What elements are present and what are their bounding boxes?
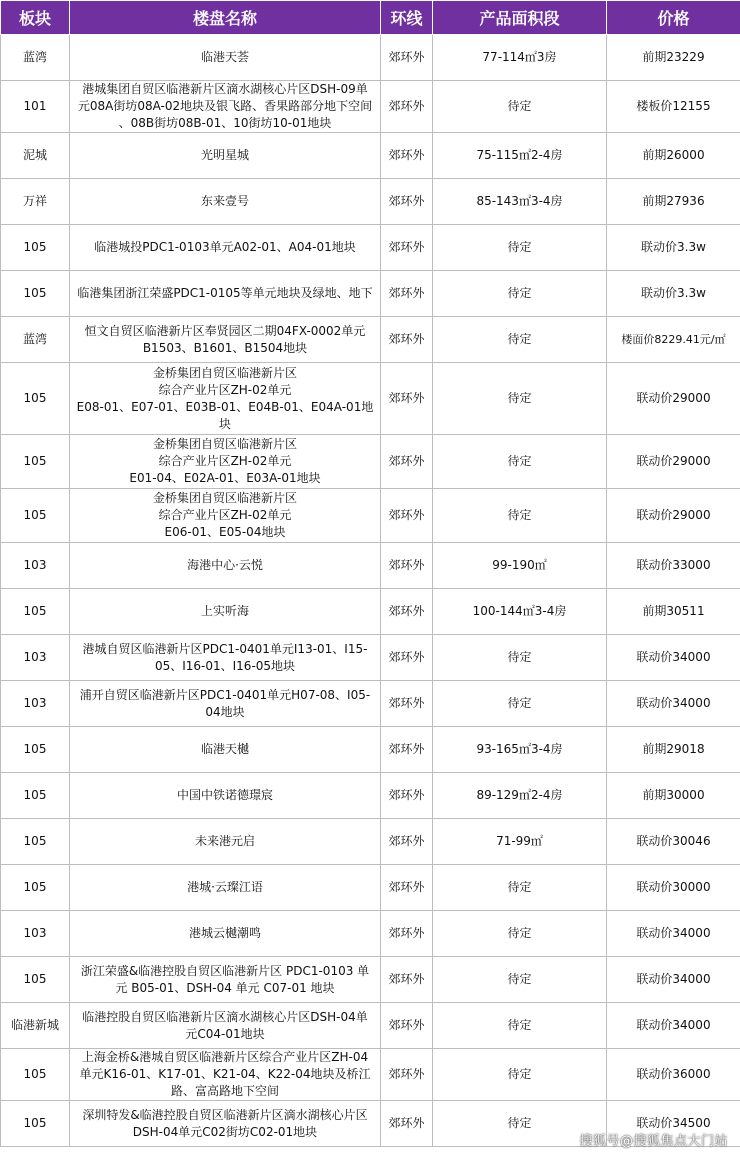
cell-ring: 郊环外	[381, 1101, 433, 1147]
cell-name: 临港天荟	[70, 35, 381, 81]
table-row	[1, 589, 740, 635]
cell-name: 临港集团浙江荣盛PDC1-0105等单元地块及绿地、地下	[70, 271, 381, 317]
cell-block: 万祥	[1, 179, 70, 225]
cell-name: 恒文自贸区临港新片区奉贤园区二期04FX-0002单元 B1503、B1601、B1504地块	[70, 317, 381, 363]
cell-price: 联动价3.3w	[607, 225, 740, 271]
cell-name: 金桥集团自贸区临港新片区 综合产业片区ZH-02单元 E06-01、E05-04地块	[70, 489, 381, 543]
cell-price: 前期26000	[607, 133, 740, 179]
cell-area: 待定	[433, 1049, 607, 1101]
cell-block: 105	[1, 727, 70, 773]
cell-area: 待定	[433, 271, 607, 317]
cell-name: 光明星城	[70, 133, 381, 179]
cell-block: 蓝湾	[1, 317, 70, 363]
cell-name: 上实听海	[70, 589, 381, 635]
table-row	[1, 317, 740, 363]
cell-block: 105	[1, 225, 70, 271]
cell-price: 联动价3.3w	[607, 271, 740, 317]
cell-name: 未来港元启	[70, 819, 381, 865]
cell-block: 临港新城	[1, 1003, 70, 1049]
cell-price: 前期27936	[607, 179, 740, 225]
cell-ring: 郊环外	[381, 589, 433, 635]
cell-area: 待定	[433, 435, 607, 489]
cell-area: 待定	[433, 957, 607, 1003]
cell-ring: 郊环外	[381, 81, 433, 133]
cell-area: 待定	[433, 81, 607, 133]
cell-area: 待定	[433, 681, 607, 727]
cell-price: 联动价29000	[607, 363, 740, 435]
cell-name: 金桥集团自贸区临港新片区 综合产业片区ZH-02单元 E08-01、E07-01、E03B-01、E04B-01、E04A-01地块	[70, 363, 381, 435]
cell-name: 临港控股自贸区临港新片区滴水湖核心片区DSH-04单 元C04-01地块	[70, 1003, 381, 1049]
header-price: 价格	[607, 1, 740, 35]
cell-area: 89-129㎡2-4房	[433, 773, 607, 819]
cell-area: 待定	[433, 1003, 607, 1049]
cell-ring: 郊环外	[381, 489, 433, 543]
table-row	[1, 271, 740, 317]
cell-ring: 郊环外	[381, 911, 433, 957]
cell-area: 待定	[433, 489, 607, 543]
header-row	[1, 1, 740, 35]
cell-ring: 郊环外	[381, 363, 433, 435]
table-row	[1, 489, 740, 543]
cell-area: 100-144㎡3-4房	[433, 589, 607, 635]
header-ring: 环线	[381, 1, 433, 35]
cell-area: 待定	[433, 1101, 607, 1147]
cell-name: 港城云樾潮鸣	[70, 911, 381, 957]
cell-price: 联动价34000	[607, 1003, 740, 1049]
cell-price: 联动价36000	[607, 1049, 740, 1101]
cell-price: 前期30000	[607, 773, 740, 819]
cell-area: 93-165㎡3-4房	[433, 727, 607, 773]
cell-block: 105	[1, 271, 70, 317]
cell-block: 103	[1, 911, 70, 957]
cell-ring: 郊环外	[381, 681, 433, 727]
table-row	[1, 819, 740, 865]
cell-name: 中国中铁诺德璟宸	[70, 773, 381, 819]
cell-block: 105	[1, 865, 70, 911]
cell-ring: 郊环外	[381, 179, 433, 225]
cell-block: 101	[1, 81, 70, 133]
table-row	[1, 773, 740, 819]
cell-area: 99-190㎡	[433, 543, 607, 589]
header-name: 楼盘名称	[70, 1, 381, 35]
cell-area: 85-143㎡3-4房	[433, 179, 607, 225]
table-row	[1, 681, 740, 727]
cell-block: 105	[1, 489, 70, 543]
cell-ring: 郊环外	[381, 35, 433, 81]
watermark: 搜狐号@搜狐焦点大门站	[579, 1134, 728, 1149]
cell-area: 待定	[433, 911, 607, 957]
table-row	[1, 865, 740, 911]
cell-block: 105	[1, 1049, 70, 1101]
cell-name: 浦开自贸区临港新片区PDC1-0401单元H07-08、I05- 04地块	[70, 681, 381, 727]
cell-block: 105	[1, 363, 70, 435]
table-row	[1, 635, 740, 681]
cell-block: 103	[1, 543, 70, 589]
cell-ring: 郊环外	[381, 225, 433, 271]
cell-block: 105	[1, 589, 70, 635]
cell-price: 联动价30000	[607, 865, 740, 911]
cell-ring: 郊环外	[381, 1049, 433, 1101]
cell-name: 东来壹号	[70, 179, 381, 225]
cell-ring: 郊环外	[381, 1003, 433, 1049]
table-row	[1, 727, 740, 773]
cell-name: 港城·云璨江语	[70, 865, 381, 911]
cell-ring: 郊环外	[381, 317, 433, 363]
table-row	[1, 35, 740, 81]
cell-ring: 郊环外	[381, 727, 433, 773]
cell-price: 前期23229	[607, 35, 740, 81]
cell-name: 海港中心·云悦	[70, 543, 381, 589]
cell-name: 港城自贸区临港新片区PDC1-0401单元I13-01、I15- 05、I16-01、I16-05地块	[70, 635, 381, 681]
cell-ring: 郊环外	[381, 435, 433, 489]
cell-ring: 郊环外	[381, 635, 433, 681]
cell-area: 待定	[433, 363, 607, 435]
cell-ring: 郊环外	[381, 865, 433, 911]
cell-ring: 郊环外	[381, 543, 433, 589]
cell-name: 金桥集团自贸区临港新片区 综合产业片区ZH-02单元 E01-04、E02A-01、E03A-01地块	[70, 435, 381, 489]
cell-block: 105	[1, 435, 70, 489]
cell-block: 泥城	[1, 133, 70, 179]
cell-area: 77-114㎡3房	[433, 35, 607, 81]
cell-price: 楼板价12155	[607, 81, 740, 133]
cell-name: 港城集团自贸区临港新片区滴水湖核心片区DSH-09单 元08A街坊08A-02地块及银飞路、香果路部分地下空间 、08B街坊08B-01、10街坊10-01地块	[70, 81, 381, 133]
cell-price: 联动价34000	[607, 957, 740, 1003]
cell-price: 联动价34000	[607, 681, 740, 727]
cell-name: 上海金桥&港城自贸区临港新片区综合产业片区ZH-04 单元K16-01、K17-01、K21-04、K22-04地块及桥江 路、富高路地下空间	[70, 1049, 381, 1101]
cell-price: 联动价30046	[607, 819, 740, 865]
table-row	[1, 435, 740, 489]
table-row	[1, 1049, 740, 1101]
cell-area: 待定	[433, 317, 607, 363]
cell-price: 前期29018	[607, 727, 740, 773]
cell-price: 联动价34000	[607, 635, 740, 681]
cell-price: 联动价34000	[607, 911, 740, 957]
header-block: 板块	[1, 1, 70, 35]
cell-block: 105	[1, 773, 70, 819]
table-row	[1, 81, 740, 133]
table-body	[1, 35, 740, 1147]
cell-price: 楼面价8229.41元/㎡	[607, 317, 740, 363]
cell-price: 联动价29000	[607, 435, 740, 489]
cell-ring: 郊环外	[381, 271, 433, 317]
cell-name: 深圳特发&临港控股自贸区临港新片区滴水湖核心片区 DSH-04单元C02街坊C02-01地块	[70, 1101, 381, 1147]
cell-area: 待定	[433, 225, 607, 271]
cell-area: 71-99㎡	[433, 819, 607, 865]
cell-block: 103	[1, 635, 70, 681]
cell-name: 浙江荣盛&临港控股自贸区临港新片区 PDC1-0103 单 元 B05-01、DSH-04 单元 C07-01 地块	[70, 957, 381, 1003]
table-row	[1, 225, 740, 271]
cell-price: 前期30511	[607, 589, 740, 635]
table-row	[1, 543, 740, 589]
cell-price: 联动价34500	[607, 1101, 740, 1147]
cell-ring: 郊环外	[381, 819, 433, 865]
table-row	[1, 911, 740, 957]
cell-price: 联动价33000	[607, 543, 740, 589]
table-row	[1, 179, 740, 225]
table-row	[1, 133, 740, 179]
cell-area: 75-115㎡2-4房	[433, 133, 607, 179]
cell-ring: 郊环外	[381, 773, 433, 819]
cell-name: 临港城投PDC1-0103单元A02-01、A04-01地块	[70, 225, 381, 271]
cell-area: 待定	[433, 635, 607, 681]
table-row	[1, 1003, 740, 1049]
cell-block: 105	[1, 819, 70, 865]
cell-price: 联动价29000	[607, 489, 740, 543]
header-area: 产品面积段	[433, 1, 607, 35]
cell-area: 待定	[433, 865, 607, 911]
table-row	[1, 957, 740, 1003]
cell-block: 103	[1, 681, 70, 727]
cell-block: 蓝湾	[1, 35, 70, 81]
cell-ring: 郊环外	[381, 957, 433, 1003]
cell-block: 105	[1, 1101, 70, 1147]
table-row	[1, 363, 740, 435]
cell-ring: 郊环外	[381, 133, 433, 179]
cell-block: 105	[1, 957, 70, 1003]
cell-name: 临港天樾	[70, 727, 381, 773]
